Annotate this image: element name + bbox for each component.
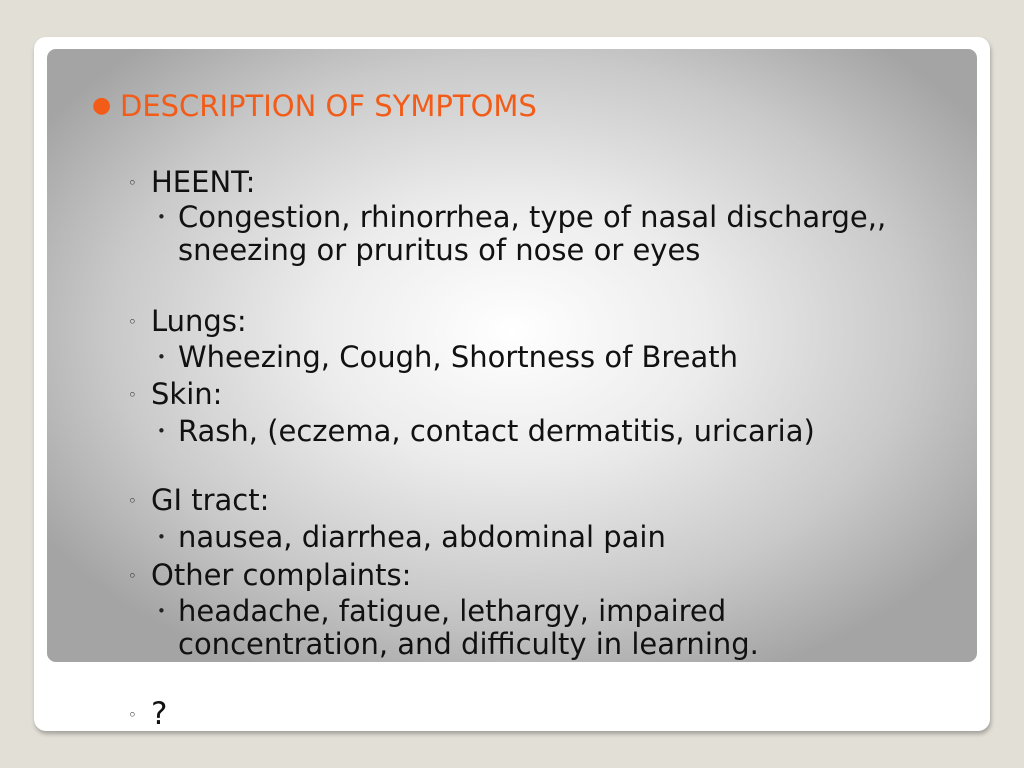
dot-bullet-icon: • <box>157 422 166 440</box>
circle-bullet-icon: ◦ <box>128 492 137 510</box>
circle-bullet-icon: ◦ <box>128 174 137 192</box>
section-heent-detail <box>157 201 917 267</box>
dot-bullet-icon: • <box>157 602 166 620</box>
section-title: Other complaints: <box>151 558 412 592</box>
dot-bullet-icon: • <box>157 348 166 366</box>
section-detail: headache, fatigue, lethargy, impaired concentration, and difficulty in learning. <box>178 594 759 661</box>
section-title: Skin: <box>151 377 223 411</box>
slide-heading: DESCRIPTION OF SYMPTOMS <box>120 89 537 123</box>
section-title: GI tract: <box>151 483 270 517</box>
section-detail: nausea, diarrhea, abdominal pain <box>178 520 666 554</box>
section-other-complaints-detail <box>157 595 917 661</box>
section-detail: Wheezing, Cough, Shortness of Breath <box>178 340 739 374</box>
section-detail: Congestion, rhinorrhea, type of nasal discharge,, sneezing or pruritus of nose or eyes <box>178 200 887 267</box>
circle-bullet-icon: ◦ <box>128 386 137 404</box>
section-gi-tract-detail <box>157 521 917 554</box>
section-detail: Rash, (eczema, contact dermatitis, uricaria) <box>178 414 815 448</box>
circle-bullet-icon: ◦ <box>128 567 137 585</box>
circle-bullet-icon: ◦ <box>128 313 137 331</box>
bullet-icon: ● <box>92 93 112 118</box>
section-title: Lungs: <box>151 304 247 338</box>
section-lungs-detail <box>157 341 917 374</box>
trailing-item-text: ? <box>151 696 168 732</box>
section-skin-detail <box>157 415 917 448</box>
circle-bullet-icon: ◦ <box>128 706 137 724</box>
section-title: HEENT: <box>151 165 256 199</box>
dot-bullet-icon: • <box>157 208 166 226</box>
dot-bullet-icon: • <box>157 528 166 546</box>
